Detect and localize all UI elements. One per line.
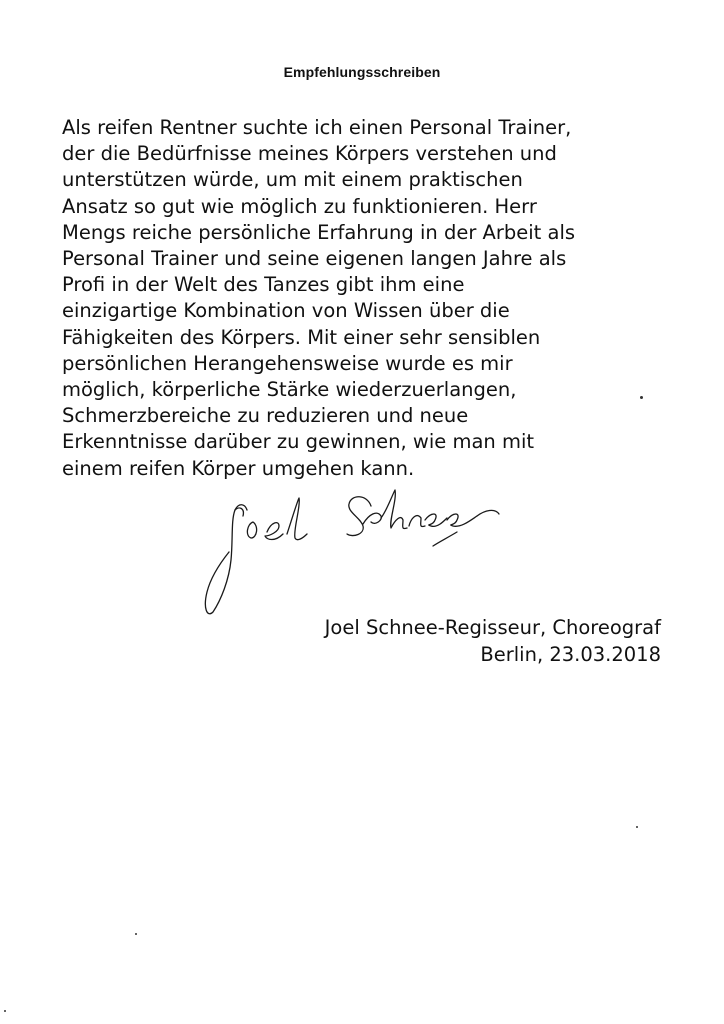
body-line: Mengs reiche persönliche Erfahrung in der Arbeit als	[62, 220, 576, 244]
body-line: einzigartige Kombination von Wissen über die	[62, 299, 510, 323]
signer-block	[325, 614, 661, 668]
body-line: einem reifen Körper umgehen kann.	[62, 456, 415, 480]
body-line: Ansatz so gut wie möglich zu funktionieren. Herr	[62, 194, 537, 218]
scan-speck	[4, 1010, 6, 1012]
scan-speck	[636, 826, 638, 828]
scan-speck	[640, 396, 643, 399]
handwritten-signature	[195, 480, 515, 620]
body-line: Schmerzbereiche zu reduzieren und neue	[62, 404, 469, 428]
document-title: Empfehlungsschreiben	[283, 64, 441, 80]
body-line: Als reifen Rentner suchte ich einen Personal Trainer,	[62, 116, 572, 139]
body-line: Fähigkeiten des Körpers. Mit einer sehr sensiblen	[62, 325, 541, 349]
body-line: persönlichen Herangehensweise wurde es mir	[62, 351, 513, 375]
body-line: unterstützen würde, um mit einem praktischen	[62, 168, 523, 192]
body-line: möglich, körperliche Stärke wiederzuerlangen,	[62, 378, 517, 402]
body-line: Erkenntnisse darüber zu gewinnen, wie man mit	[62, 430, 535, 454]
scan-speck	[135, 933, 137, 935]
signer-name-role: Joel Schnee-Regisseur, Choreograf	[324, 616, 661, 639]
body-line: Profi in der Welt des Tanzes gibt ihm eine	[62, 273, 465, 297]
body-line: Personal Trainer und seine eigenen langen Jahre als	[62, 247, 567, 271]
place-date: Berlin, 23.03.2018	[480, 643, 661, 666]
body-line: der die Bedürfnisse meines Körpers verstehen und	[62, 142, 557, 166]
letter-body	[62, 115, 672, 482]
